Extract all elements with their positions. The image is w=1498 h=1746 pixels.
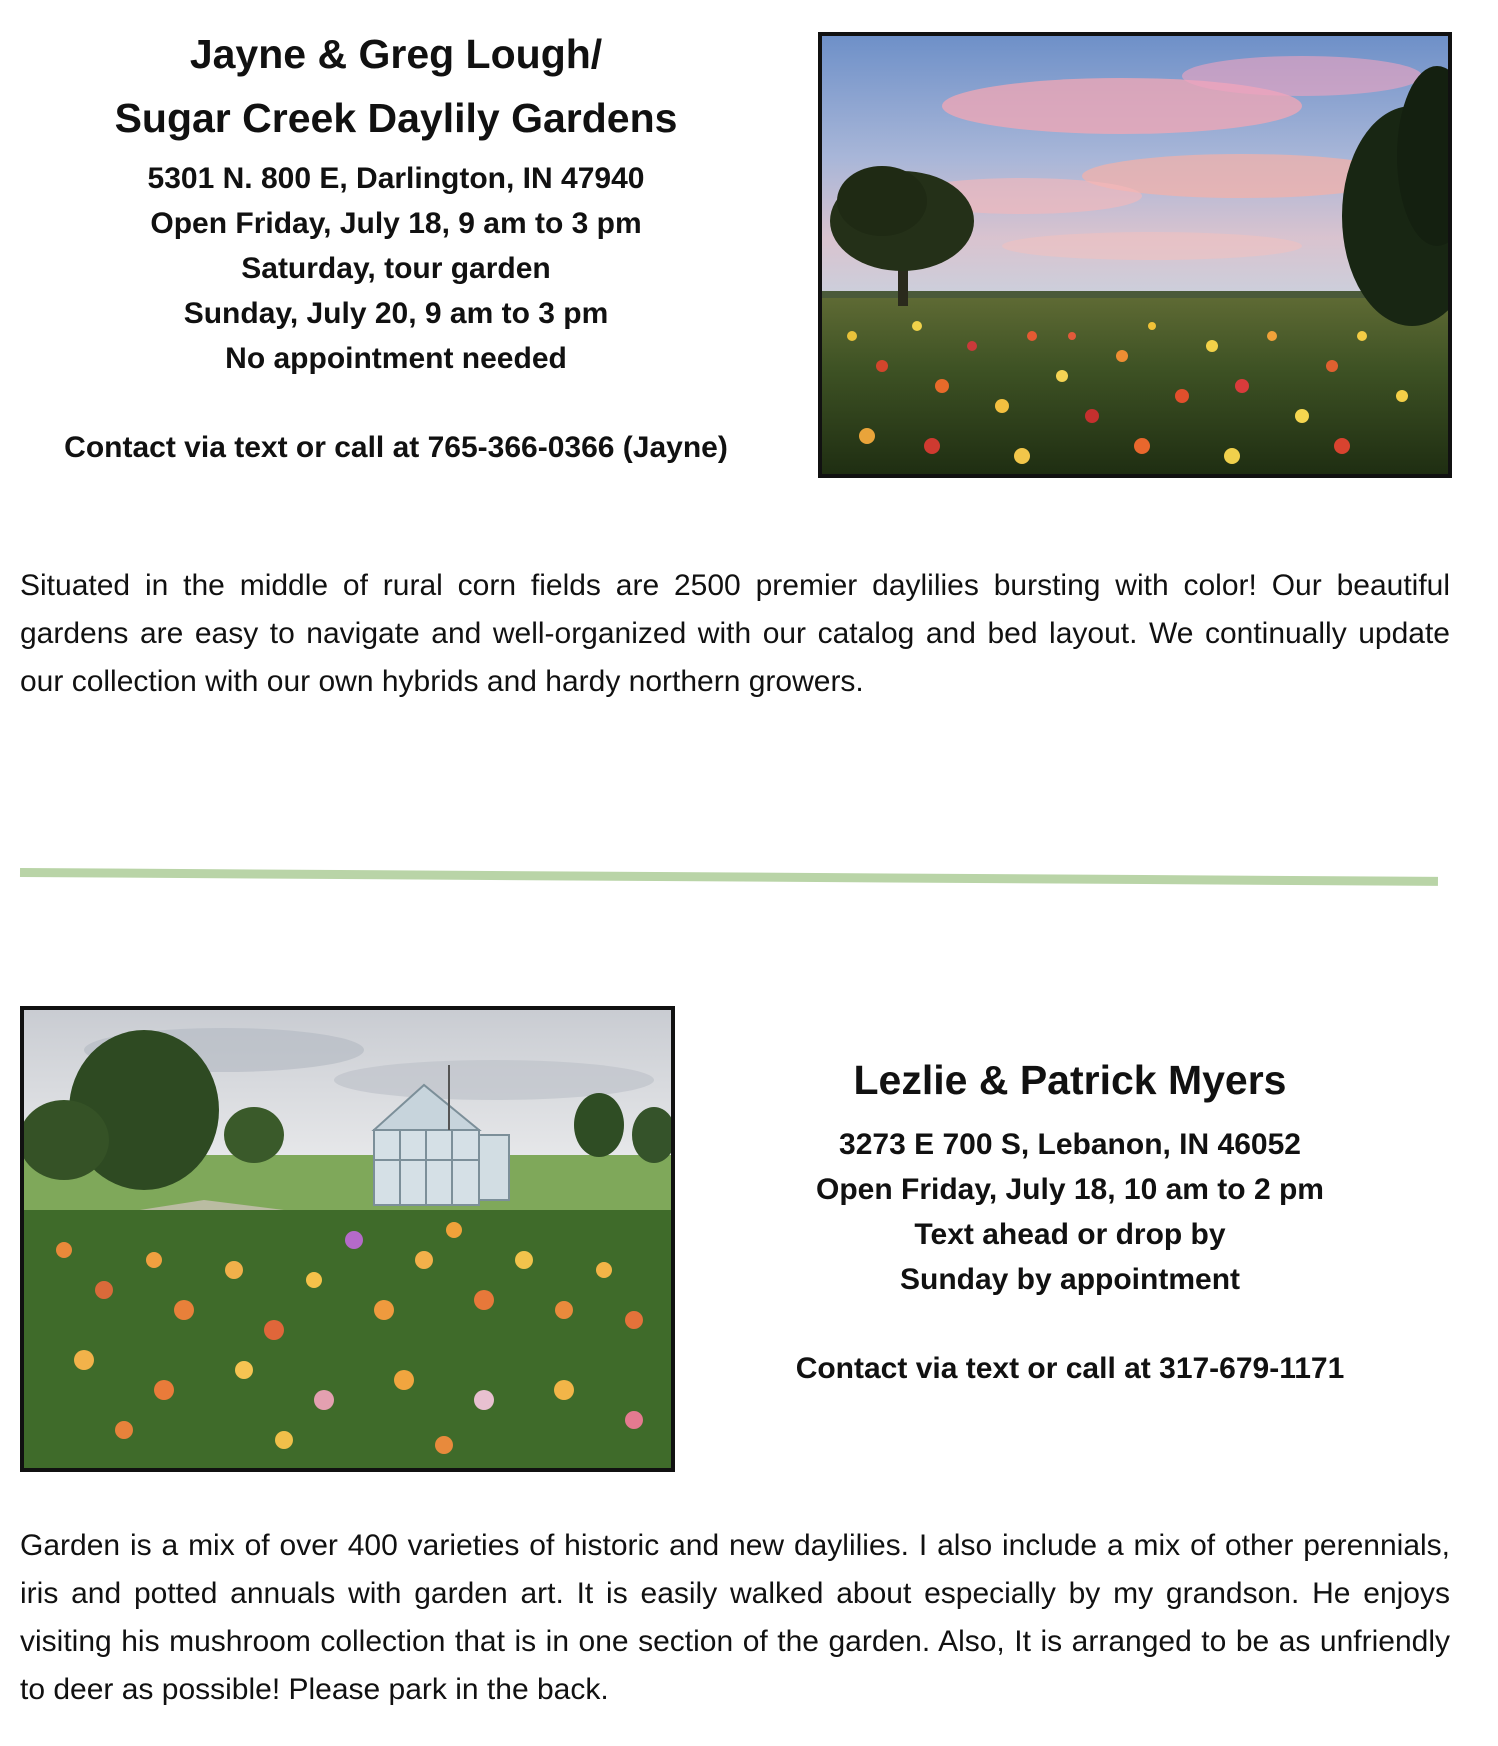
garden-1-hours-3: Sunday, July 20, 9 am to 3 pm — [183, 297, 609, 330]
garden-1-hours-2: Saturday, tour garden — [241, 252, 551, 285]
garden-2-hours-2: Text ahead or drop by — [914, 1218, 1226, 1251]
greenhouse-garden-image — [24, 1010, 671, 1468]
garden-2-hours-1: Open Friday, July 18, 10 am to 2 pm — [816, 1173, 1324, 1206]
garden-1-contact: Contact via text or call at 765-366-0366 (Jayne) — [64, 431, 728, 464]
garden-2-name: Lezlie & Patrick Myers — [853, 1057, 1287, 1103]
section-divider — [20, 868, 1438, 886]
sunset-field-image — [822, 36, 1448, 474]
garden-1-info — [20, 22, 772, 470]
garden-1-name-line1: Jayne & Greg Lough/ — [189, 31, 603, 77]
garden-2-info — [720, 1048, 1420, 1391]
garden-2-contact: Contact via text or call at 317-679-1171 — [795, 1352, 1345, 1385]
garden-1-photo — [818, 32, 1452, 478]
garden-1-description: Situated in the middle of rural corn fields are 2500 premier daylilies bursting with color! Our beautiful gardens are easy to navigate and well-organized with our catalog and bed layout. We continually update our collection with our own hybrids and hardy northern growers. — [20, 569, 1450, 698]
garden-2-description: Garden is a mix of over 400 varieties of historic and new daylilies. I also include a mix of other perennials, iris and potted annuals with garden art. It is easily walked about especially by my grandson. He enjoys visiting his mushroom collection that is in one section of the garden. Also, It is arranged to be as unfriendly to deer as possible! Please park in the back. — [20, 1529, 1450, 1706]
garden-1-hours-4: No appointment needed — [225, 342, 567, 375]
garden-1-hours-1: Open Friday, July 18, 9 am to 3 pm — [150, 207, 642, 240]
garden-2-photo — [20, 1006, 675, 1472]
garden-1-name-line2: Sugar Creek Daylily Gardens — [114, 95, 678, 141]
garden-2-address: 3273 E 700 S, Lebanon, IN 46052 — [839, 1128, 1301, 1161]
garden-2-hours-3: Sunday by appointment — [899, 1263, 1241, 1296]
garden-1-address: 5301 N. 800 E, Darlington, IN 47940 — [147, 162, 645, 195]
